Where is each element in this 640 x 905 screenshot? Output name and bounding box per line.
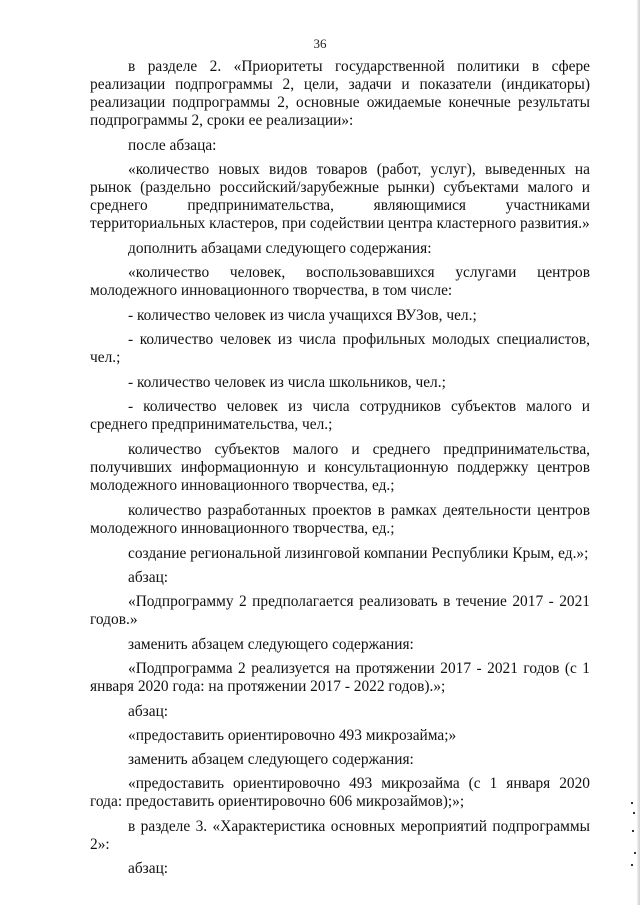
paragraph-quoted-microloans-old: «предоставить ориентировочно 493 микрозайма;» xyxy=(128,727,457,744)
paragraph-section-2-heading: в разделе 2. «Приоритеты государственной политики в сфере реализации подпрограммы 2, цели, задачи и показатели (индикаторы) реализации подпрограммы 2, основные ожидаемые конечные результаты подпрограммы 2, сроки ее реализации»: xyxy=(90,58,590,129)
paragraph-quoted-period-old: «Подпрограмму 2 предполагается реализовать в течение 2017 - 2021 годов.» xyxy=(90,593,590,628)
paragraph-replace-label-2: заменить абзацем следующего содержания: xyxy=(128,751,414,768)
paragraph-quoted-microloans-new: «предоставить ориентировочно 493 микрозайма (с 1 января 2020 года: предоставить ориентировочно 606 микрозаймов);»; xyxy=(90,775,590,810)
paragraph-section-3-heading: в разделе 3. «Характеристика основных мероприятий подпрограммы 2»: xyxy=(90,818,590,853)
scan-edge-specks xyxy=(630,800,638,870)
list-item-university-students: - количество человек из числа учащихся ВУЗов, чел.; xyxy=(128,307,477,324)
paragraph-add-abzacs: дополнить абзацами следующего содержания: xyxy=(128,240,432,257)
paragraph-after-abzac: после абзаца: xyxy=(128,137,217,154)
paragraph-abzac-label-2: абзац: xyxy=(128,703,169,720)
paragraph-abzac-label-3: абзац: xyxy=(128,860,169,877)
paragraph-sme-support: количество субъектов малого и среднего предпринимательства, получивших информационную и консультационную поддержку центров молодежного инновационного творчества, ед.; xyxy=(90,441,590,494)
document-body xyxy=(90,58,590,884)
list-item-schoolchildren: - количество человек из числа школьников, чел.; xyxy=(128,374,446,391)
paragraph-abzac-label-1: абзац: xyxy=(128,569,169,586)
list-item-young-specialists: - количество человек из числа профильных молодых специалистов, чел.; xyxy=(90,331,590,366)
paragraph-quoted-period-new: «Подпрограмма 2 реализуется на протяжении 2017 - 2021 годов (с 1 января 2020 года: на протяжении 2017 - 2022 годов).»; xyxy=(90,660,590,695)
paragraph-quoted-indicator: «количество новых видов товаров (работ, услуг), выведенных на рынок (раздельно российский/зарубежные рынки) субъектами малого и среднего предпринимательства, являющимися участниками территориальных кластеров, при содействии центра кластерного развития.» xyxy=(90,161,590,232)
paragraph-replace-label-1: заменить абзацем следующего содержания: xyxy=(128,636,414,653)
paragraph-people-count: «количество человек, воспользовавшихся услугами центров молодежного инновационного творчества, в том числе: xyxy=(90,264,590,299)
paragraph-projects-count: количество разработанных проектов в рамках деятельности центров молодежного инновационного творчества, ед.; xyxy=(90,502,590,537)
page-number: 36 xyxy=(313,36,327,51)
paragraph-leasing-company: создание региональной лизинговой компании Республики Крым, ед.»; xyxy=(128,545,589,562)
list-item-sme-employees: - количество человек из числа сотрудников субъектов малого и среднего предпринимательства, чел.; xyxy=(90,398,590,433)
